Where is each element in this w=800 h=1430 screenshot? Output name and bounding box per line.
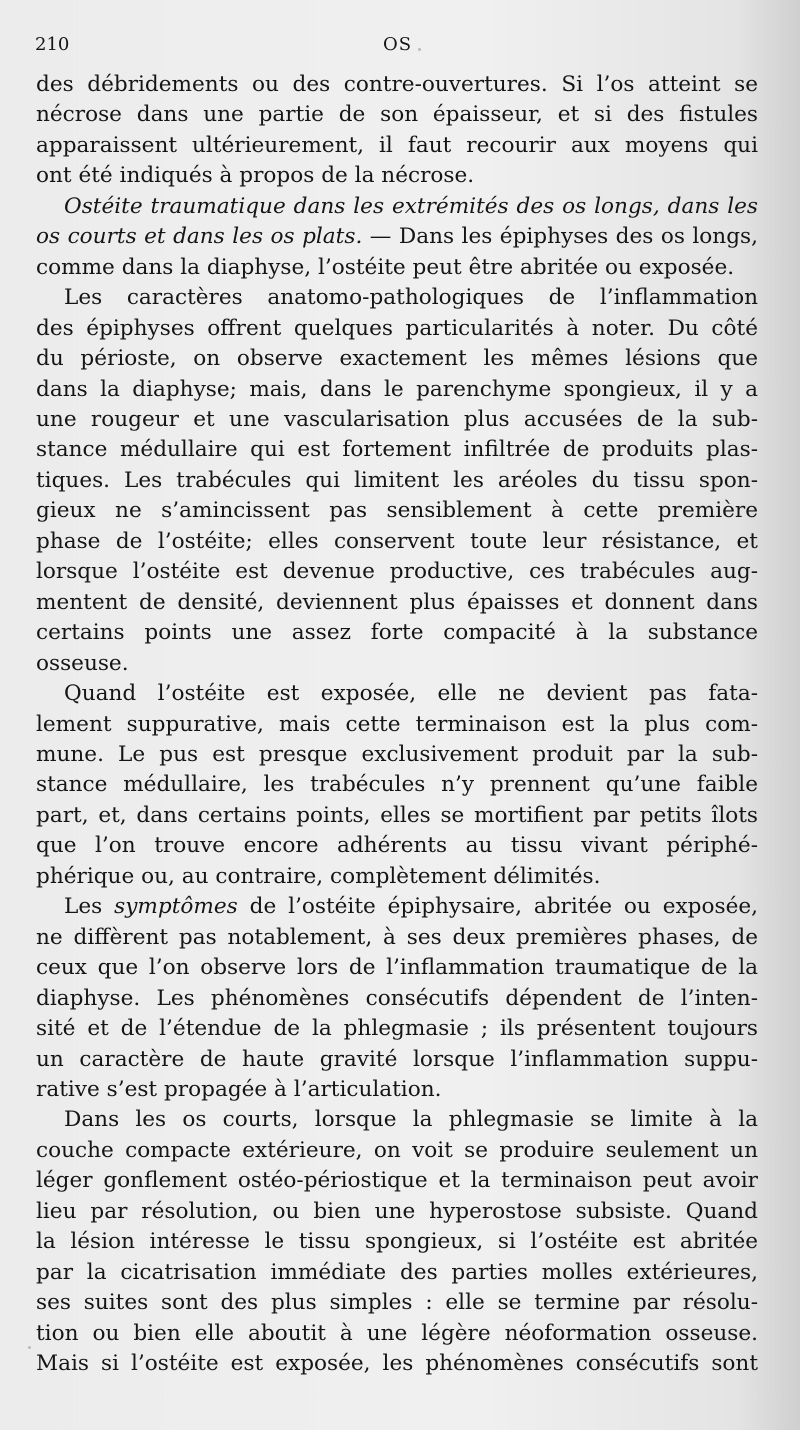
text-line: [36, 892, 758, 922]
section-paragraph: [36, 192, 758, 283]
text-line: phérique ou, au contraire, complètement délimités.: [36, 863, 601, 889]
text-line: ont été indiqués à propos de la nécrose.: [36, 163, 475, 189]
text-line: sité et de l’étendue de la phlegmasie ; ils présentent toujours: [36, 1016, 758, 1042]
text-line: lorsque l’ostéite est devenue productive, ces trabécules aug-: [36, 559, 758, 585]
paper-speck: [28, 1346, 31, 1349]
text-line: ses suites sont des plus simples : elle se termine par résolu-: [36, 1290, 758, 1316]
paragraph: [36, 679, 758, 892]
text-line: mune. Le pus est presque exclusivement produit par la sub-: [36, 741, 758, 767]
text-line: que l’on trouve encore adhérents au tissu vivant périphé-: [36, 833, 758, 859]
text-line: un caractère de haute gravité lorsque l’inflammation suppu-: [36, 1046, 758, 1072]
text-line: tiques. Les trabécules qui limitent les aréoles du tissu spon-: [36, 467, 758, 493]
text-line: nécrose dans une partie de son épaisseur, et si des fistules: [36, 102, 758, 128]
text-line: léger gonflement ostéo-périostique et la terminaison peut avoir: [36, 1168, 758, 1194]
body-text: [36, 70, 758, 1379]
text-line: apparaissent ultérieurement, il faut recourir aux moyens qui: [36, 132, 758, 158]
text-run: Les: [64, 894, 115, 920]
paragraph: [36, 1105, 758, 1379]
text-line: la lésion intéresse le tissu spongieux, si l’ostéite est abritée: [36, 1229, 758, 1255]
text-line: rative s’est propagée à l’articulation.: [36, 1076, 442, 1102]
text-line: ceux que l’on observe lors de l’inflammation traumatique de la: [36, 955, 758, 981]
text-line: couche compacte extérieure, on voit se produire seulement un: [36, 1137, 758, 1163]
text-line: du périoste, on observe exactement les mêmes lésions que: [36, 346, 758, 372]
text-line: mentent de densité, deviennent plus épaisses et donnent dans: [36, 589, 758, 615]
text-line: stance médullaire qui est fortement infiltrée de produits plas-: [36, 437, 758, 463]
text-line: phase de l’ostéite; elles conservent toute leur résistance, et: [36, 528, 758, 554]
text-line: Les caractères anatomo-pathologiques de l’inflammation: [64, 285, 758, 311]
text-line: comme dans la diaphyse, l’ostéite peut être abritée ou exposée.: [36, 254, 735, 280]
text-line: stance médullaire, les trabécules n’y prennent qu’une faible: [36, 772, 758, 798]
heading-continuation: — Dans les épiphyses des os longs,: [362, 224, 758, 250]
text-line: [36, 222, 758, 252]
paragraph: [36, 283, 758, 679]
text-line: Quand l’ostéite est exposée, elle ne devient pas fata-: [64, 681, 758, 707]
running-head: OS: [382, 34, 413, 55]
text-line: certains points une assez forte compacité à la substance: [36, 620, 758, 646]
page-number: 210: [35, 34, 70, 55]
paragraph: [36, 70, 758, 192]
section-heading: Ostéite traumatique dans les extrémités des os longs, dans les: [64, 193, 758, 219]
section-heading: os courts et dans les os plats.: [36, 224, 363, 250]
text-line: tion ou bien elle aboutit à une légère néoformation osseuse.: [36, 1320, 758, 1346]
text-line: diaphyse. Les phénomènes consécutifs dépendent de l’inten-: [36, 985, 758, 1011]
paper-speck: [418, 48, 421, 51]
text-line: dans la diaphyse; mais, dans le parenchyme spongieux, il y a: [36, 376, 758, 402]
text-line: ne diffèrent pas notablement, à ses deux premières phases, de: [36, 924, 758, 950]
text-line: Dans les os courts, lorsque la phlegmasie se limite à la: [64, 1107, 758, 1133]
text-line: par la cicatrisation immédiate des parties molles extérieures,: [36, 1259, 758, 1285]
text-line: lement suppurative, mais cette terminaison est la plus com-: [36, 711, 758, 737]
text-line: lieu par résolution, ou bien une hyperostose subsiste. Quand: [36, 1198, 758, 1224]
text-line: des débridements ou des contre-ouvertures. Si l’os atteint se: [36, 72, 758, 97]
text-line: part, et, dans certains points, elles se mortifient par petits îlots: [36, 802, 758, 828]
text-line: une rougeur et une vascularisation plus accusées de la sub-: [36, 406, 758, 432]
text-line: Mais si l’ostéite est exposée, les phénomènes consécutifs sont: [36, 1351, 758, 1377]
paragraph: [36, 892, 758, 1105]
text-line: osseuse.: [36, 650, 129, 676]
text-line: [36, 192, 758, 222]
text-line: des épiphyses offrent quelques particularités à noter. Du côté: [36, 315, 758, 341]
text-run: de l’ostéite épiphysaire, abritée ou exposée,: [237, 894, 758, 920]
emphasis-term: symptômes: [114, 894, 238, 920]
page-header: [35, 34, 760, 58]
text-line: gieux ne s’amincissent pas sensiblement à cette première: [36, 498, 758, 524]
